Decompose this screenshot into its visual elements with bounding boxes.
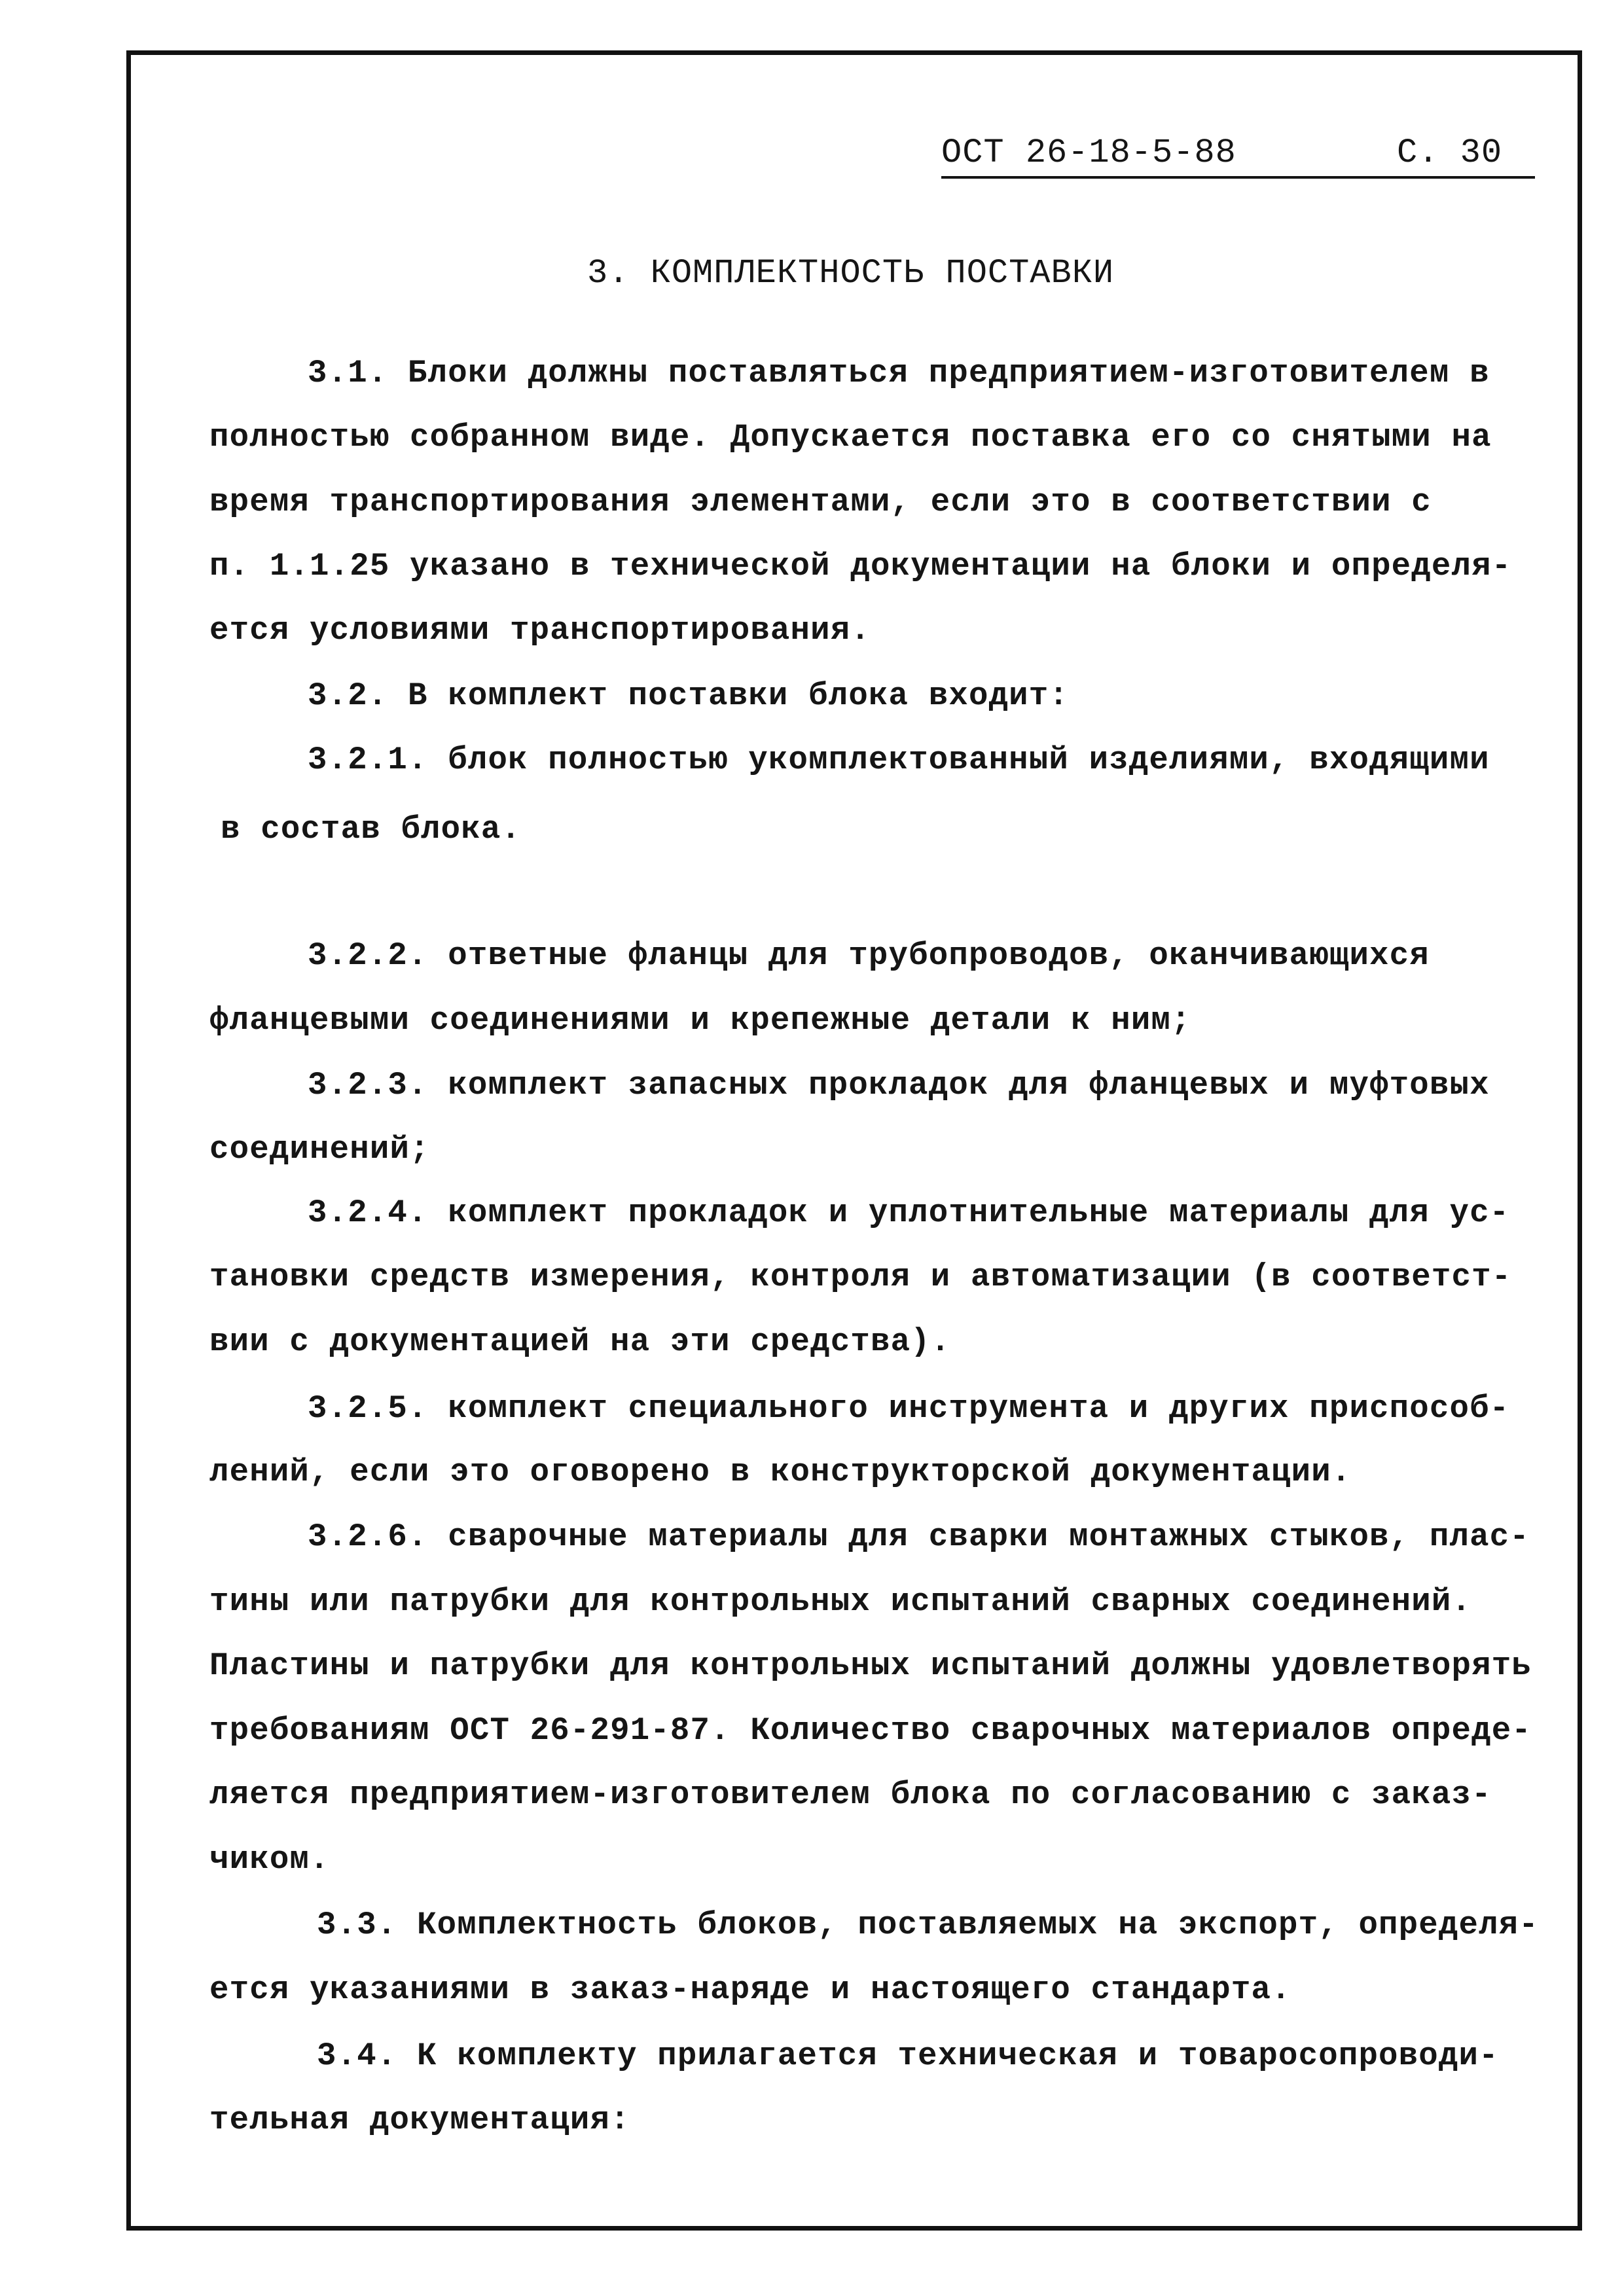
body-line: 3.2.4. комплект прокладок и уплотнительные материалы для ус- xyxy=(308,1194,1510,1231)
body-line: время транспортирования элементами, если это в соответствии с xyxy=(209,484,1432,520)
body-line: фланцевыми соединениями и крепежные детали к ним; xyxy=(209,1002,1191,1039)
body-line: тановки средств измерения, контроля и автоматизации (в соответст- xyxy=(209,1259,1512,1295)
body-line: 3.2.5. комплект специального инструмента и других приспособ- xyxy=(308,1390,1510,1427)
body-line: тины или патрубки для контрольных испытаний сварных соединений. xyxy=(209,1583,1472,1620)
body-line: вии с документацией на эти средства). xyxy=(209,1323,951,1360)
body-line: ляется предприятием-изготовителем блока по согласованию с заказ- xyxy=(209,1776,1492,1813)
body-line: требованиям ОСТ 26-291-87. Количество сварочных материалов опреде- xyxy=(209,1712,1532,1749)
body-line: 3.3. Комплектность блоков, поставляемых на экспорт, определя- xyxy=(317,1907,1539,1943)
body-line: 3.2.1. блок полностью укомплектованный изделиями, входящими xyxy=(308,742,1490,778)
body-line: ется указаниями в заказ-наряде и настоящего стандарта. xyxy=(209,1971,1291,2008)
body-line: 3.2.3. комплект запасных прокладок для фланцевых и муфтовых xyxy=(308,1067,1490,1103)
body-line: полностью собранном виде. Допускается поставка его со снятыми на xyxy=(209,419,1492,456)
header-underline xyxy=(941,176,1535,179)
page-number: С. 30 xyxy=(1397,134,1503,172)
body-line: 3.4. К комплекту прилагается техническая и товаросопроводи- xyxy=(317,2037,1499,2074)
body-line: чиком. xyxy=(209,1841,330,1878)
body-line: п. 1.1.25 указано в технической документации на блоки и определя- xyxy=(209,548,1512,584)
body-line: лений, если это оговорено в конструкторской документации. xyxy=(209,1454,1352,1490)
body-line: Пластины и патрубки для контрольных испытаний должны удовлетворять xyxy=(209,1647,1532,1684)
body-line: соединений; xyxy=(209,1131,430,1168)
body-line: тельная документация: xyxy=(209,2102,630,2138)
body-line: 3.2.2. ответные фланцы для трубопроводов, оканчивающихся xyxy=(308,937,1430,974)
document-number: ОСТ 26-18-5-88 xyxy=(941,134,1236,172)
body-line: 3.2. В комплект поставки блока входит: xyxy=(308,677,1069,714)
body-line: 3.1. Блоки должны поставляться предприятием-изготовителем в xyxy=(308,355,1490,391)
body-line: ется условиями транспортирования. xyxy=(209,612,871,649)
section-title: 3. КОМПЛЕКТНОСТЬ ПОСТАВКИ xyxy=(587,254,1115,293)
body-line: в состав блока. xyxy=(221,811,522,848)
body-line: 3.2.6. сварочные материалы для сварки монтажных стыков, плас- xyxy=(308,1518,1530,1555)
